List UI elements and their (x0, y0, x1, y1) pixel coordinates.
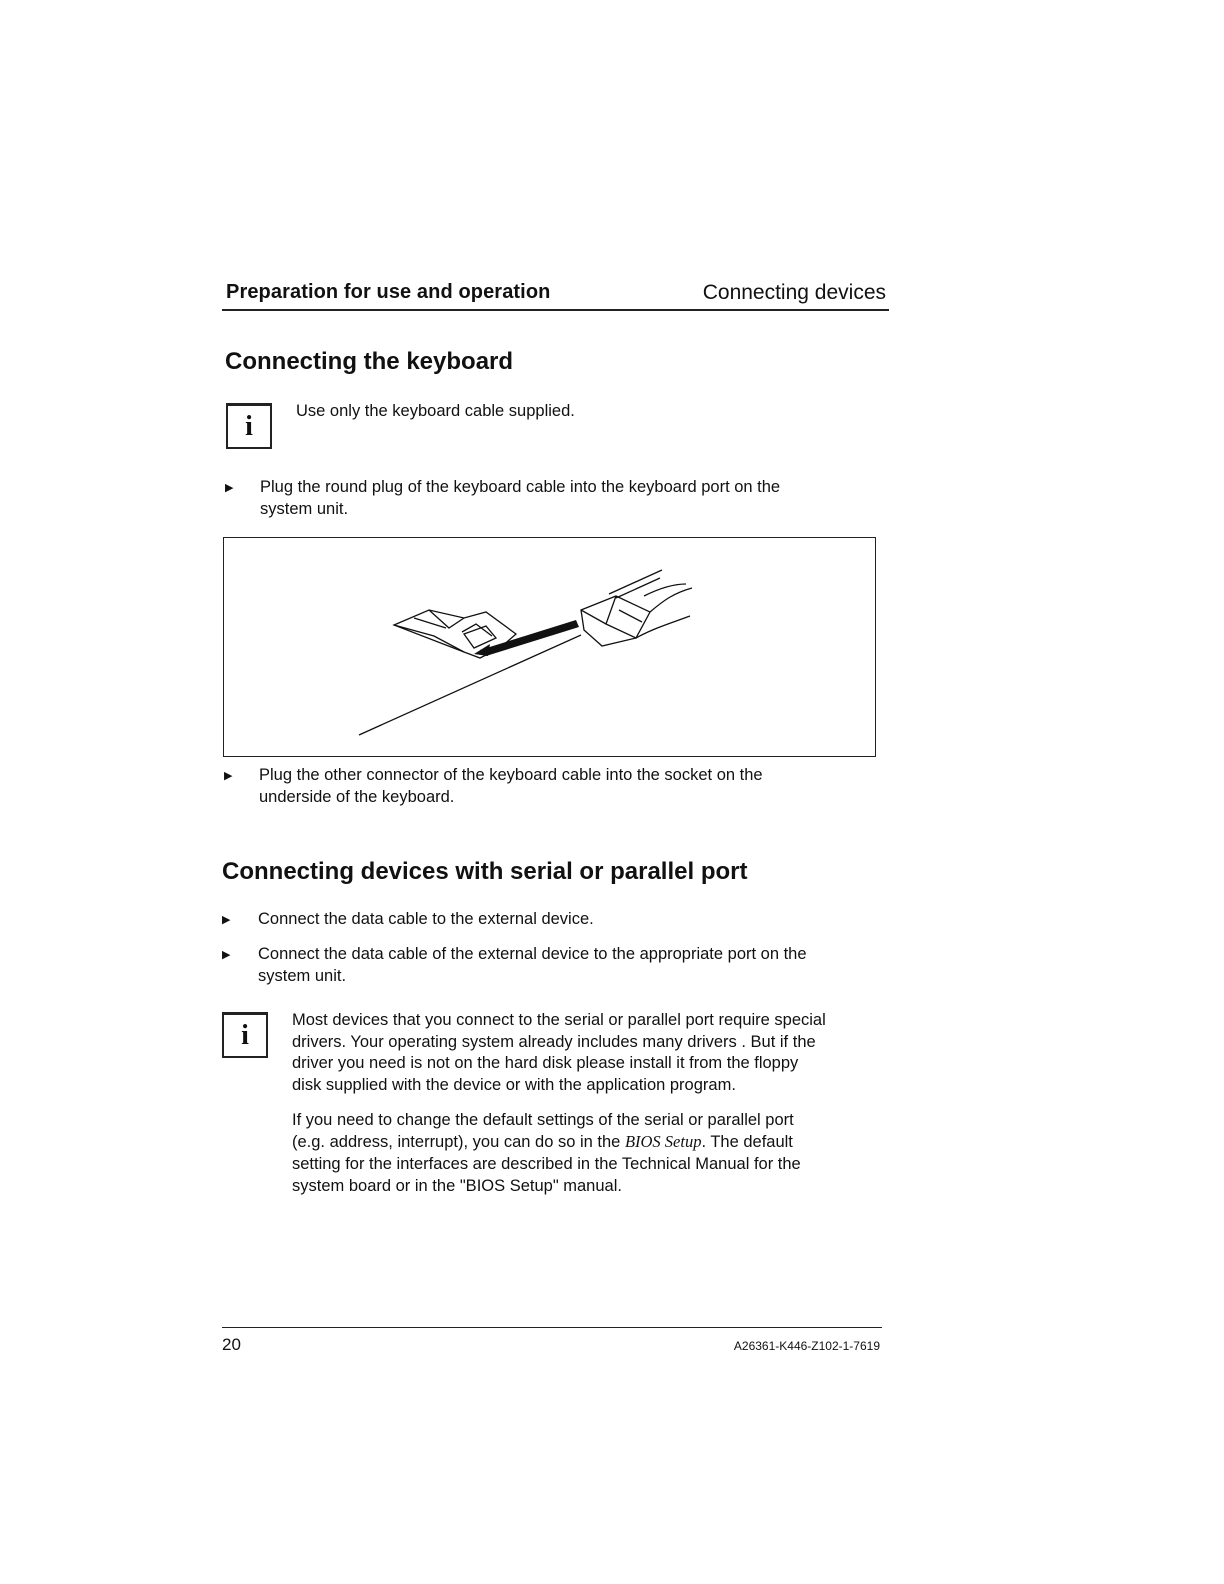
bullet-arrow-icon: ▶ (222, 914, 231, 926)
info-icon (226, 403, 272, 449)
ports-note-2-line-2-start: (e.g. address, interrupt), you can do so in the (292, 1133, 625, 1151)
insertion-arrow-head (474, 644, 490, 656)
info-glyph: i (245, 410, 253, 442)
document-code: A26361-K446-Z102-1-7619 (733, 1339, 880, 1353)
cable-curve-2 (636, 616, 690, 638)
ports-step-2-line-1: Connect the data cable of the external device to the appropriate port on the (258, 945, 807, 963)
ports-note-2-line-2 (292, 1131, 801, 1153)
keyboard-step-1-line-2: system unit. (260, 500, 349, 518)
header-rule (222, 309, 889, 311)
ports-note-1-line-3: driver you need is not on the hard disk please install it from the floppy (292, 1054, 799, 1072)
keyboard-section-title: Connecting the keyboard (225, 348, 514, 375)
cable-top-1 (609, 570, 662, 594)
ports-note-2-line-4: system board or in the "BIOS Setup" manual. (292, 1177, 622, 1195)
keyboard-note: Use only the keyboard cable supplied. (296, 402, 575, 420)
ports-note-2 (292, 1109, 801, 1197)
bios-setup-reference: BIOS Setup (624, 1132, 702, 1151)
page-number: 20 (222, 1335, 241, 1354)
cable-curve-1 (650, 588, 692, 612)
ports-step-1: Connect the data cable to the external device. (258, 910, 594, 928)
info-glyph: i (241, 1019, 249, 1051)
keyboard-connection-figure (223, 537, 876, 757)
keyboard-step-2 (259, 764, 763, 808)
ports-note-1 (292, 1010, 826, 1096)
plug-detail (619, 610, 642, 622)
info-icon (222, 1012, 268, 1058)
ports-note-2-line-2-end: . The default (701, 1133, 793, 1151)
port-housing-detail-1 (414, 618, 446, 628)
running-header-chapter: Preparation for use and operation (226, 281, 551, 303)
bullet-arrow-icon: ▶ (224, 770, 233, 782)
ports-note-1-line-2: drivers. Your operating system already includes many drivers . But if the (292, 1032, 816, 1051)
keyboard-plug-illustration (224, 538, 877, 758)
footer-rule (222, 1327, 882, 1328)
ports-note-1-line-4: disk supplied with the device or with the application program. (292, 1075, 736, 1094)
ports-note-2-line-1: If you need to change the default settings of the serial or parallel port (292, 1111, 794, 1129)
bullet-arrow-icon: ▶ (222, 949, 231, 961)
plug-front-edge (606, 596, 616, 624)
running-header-section: Connecting devices (702, 281, 886, 304)
housing-edge-line (359, 635, 581, 735)
ports-step-2-line-2: system unit. (258, 967, 347, 985)
ports-step-2 (258, 943, 807, 987)
bullet-arrow-icon: ▶ (225, 482, 234, 494)
keyboard-step-1 (260, 476, 780, 520)
cable-curve-3 (644, 584, 686, 596)
port-housing-detail-2 (462, 624, 492, 636)
keyboard-step-2-line-2: underside of the keyboard. (259, 788, 455, 806)
ports-section-title: Connecting devices with serial or parallel port (222, 858, 748, 885)
port-housing-ridge (429, 610, 464, 628)
ports-note-2-line-3: setting for the interfaces are described in the Technical Manual for the (292, 1155, 801, 1173)
port-socket (464, 626, 496, 648)
keyboard-step-2-line-1: Plug the other connector of the keyboard cable into the socket on the (259, 766, 763, 784)
ports-note-1-line-1: Most devices that you connect to the serial or parallel port require special (292, 1011, 826, 1029)
keyboard-step-1-line-1: Plug the round plug of the keyboard cable into the keyboard port on the (260, 478, 781, 496)
